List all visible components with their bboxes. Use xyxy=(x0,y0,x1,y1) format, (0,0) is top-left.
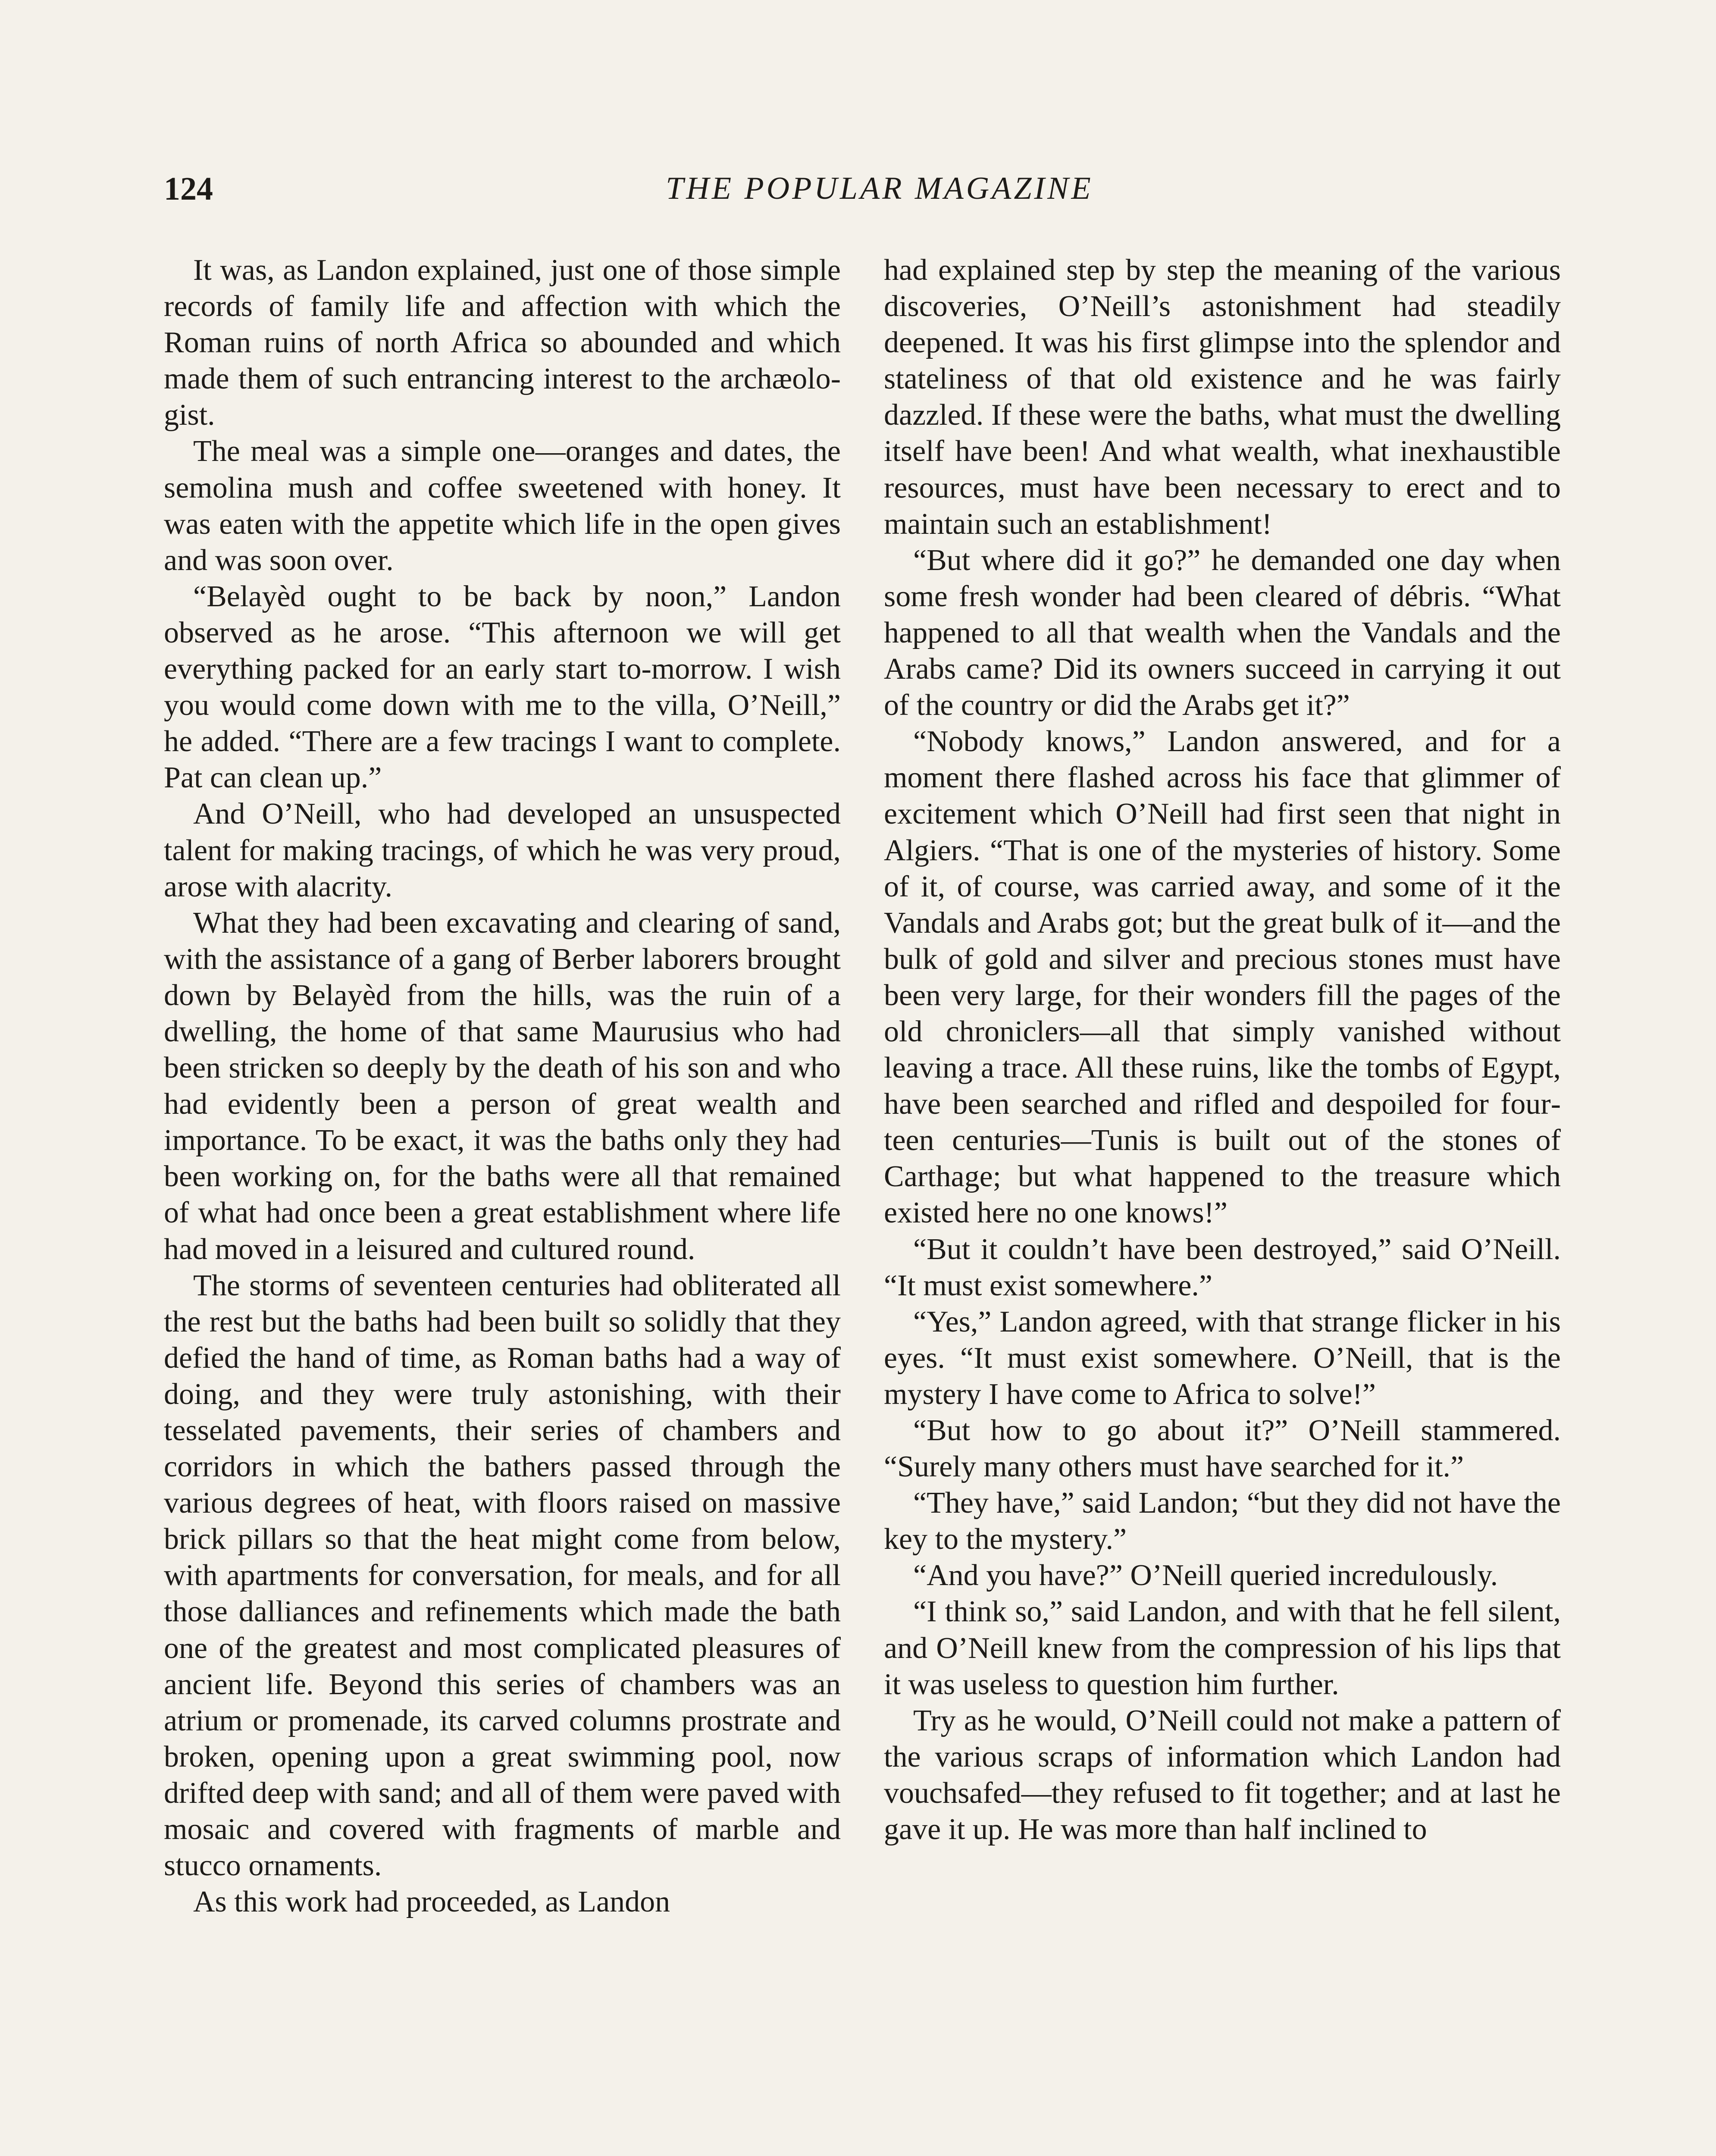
paragraph: As this work had proceeded, as Landon xyxy=(193,1885,670,1919)
running-head: THE POPULAR MAGAZINE xyxy=(666,171,1093,206)
paragraph: “They have,” said Landon; “but they did not have the key to the mystery.” xyxy=(884,1486,1561,1556)
paragraph: “Nobody knows,” Landon answered, and for a moment there flashed across his face that glimmer of excitement which O’Neill had first seen that night in Algiers. “That is one of the mysteries of history. Some of it, of course, was carried away, and some of it the Vandals and Arabs got; but the great bulk of it—and the bulk of gold and silver and precious stones must have been very large, for their wonders fill the pages of the old chroniclers—all that simply vanished without leaving a trace. All these ruins, like the tombs of Egypt, have been searched and rifled and despoiled for fourteen centuries—Tunis is built out of the stones of Carthage; but what happened to the treasure which existed here no one knows!” xyxy=(884,725,1561,1230)
right-column xyxy=(884,252,1561,1848)
paragraph: “But where did it go?” he demanded one day when some fresh wonder had been cleared of débris. “What happened to all that wealth when the Vandals and the Arabs came? Did its owners succeed in carrying it out of the country or did the Arabs get it?” xyxy=(884,543,1561,722)
paragraph: had explained step by step the meaning of the various discoveries, O’Neill’s astonishment had steadily deepened. It was his first glimpse into the splendor and stateliness of that old existence and he was fairly dazzled. If these were the baths, what must the dwelling itself have been! And what wealth, what inexhaustible resources, must have been necessary to erect and to maintain such an establishment! xyxy=(884,254,1561,541)
paragraph: And O’Neill, who had developed an unsuspected talent for making tracings, of which he was very proud, arose with alacrity. xyxy=(164,797,841,903)
paragraph: Try as he would, O’Neill could not make a pattern of the various scraps of information which Landon had vouchsafed—they refused to fit together; and at last he gave it up. He was more than half inclined to xyxy=(884,1704,1561,1846)
paragraph: The meal was a simple one—oranges and dates, the semolina mush and coffee sweetened with honey. It was eaten with the appetite which life in the open gives and was soon over. xyxy=(164,435,841,577)
paragraph: “Yes,” Landon agreed, with that strange flicker in his eyes. “It must exist somewhere. O’Neill, that is the mystery I have come to Africa to solve!” xyxy=(884,1305,1561,1411)
paragraph: “And you have?” O’Neill queried incredulously. xyxy=(913,1559,1498,1592)
paragraph: The storms of seventeen centuries had obliterated all the rest but the baths had been built so solidly that they defied the hand of time, as Roman baths had a way of doing, and they were truly astonishing, with their tesselated pavements, their series of chambers and corridors in which the bathers passed through the various degrees of heat, with floors raised on massive brick pillars so that the heat might come from below, with apartments for conversation, for meals, and for all those dalliances and refinements which made the bath one of the greatest and most complicated pleasures of ancient life. Beyond this series of chambers was an atrium or promenade, its carved columns prostrate and broken, opening upon a great swimming pool, now drifted deep with sand; and all of them were paved with mosaic and covered with fragments of marble and stucco ornaments. xyxy=(164,1269,841,1883)
paragraph: “But it couldn’t have been destroyed,” said O’Neill. “It must exist somewhere.” xyxy=(884,1232,1561,1302)
paragraph: “But how to go about it?” O’Neill stammered. “Surely many others must have searched for it.” xyxy=(884,1414,1561,1484)
paragraph: “I think so,” said Landon, and with that he fell silent, and O’Neill knew from the compression of his lips that it was useless to question him further. xyxy=(884,1595,1561,1701)
left-column xyxy=(164,252,841,1920)
paragraph: “Belayèd ought to be back by noon,” Landon observed as he arose. “This afternoon we will get everything packed for an early start to-morrow. I wish you would come down with me to the villa, O’Neill,” he added. “There are a few tracings I want to complete. Pat can clean up.” xyxy=(164,580,841,795)
paragraph: It was, as Landon explained, just one of those simple records of family life and affection with which the Roman ruins of north Africa so abounded and which made them of such entrancing interest to the archæologist. xyxy=(164,254,841,432)
page-number: 124 xyxy=(164,171,213,207)
paragraph: What they had been excavating and clearing of sand, with the assistance of a gang of Berber laborers brought down by Belayèd from the hills, was the ruin of a dwelling, the home of that same Maurusius who had been stricken so deeply by the death of his son and who had evidently been a person of great wealth and importance. To be exact, it was the baths only they had been working on, for the baths were all that remained of what had once been a great establishment where life had moved in a leisured and cultured round. xyxy=(164,906,841,1266)
